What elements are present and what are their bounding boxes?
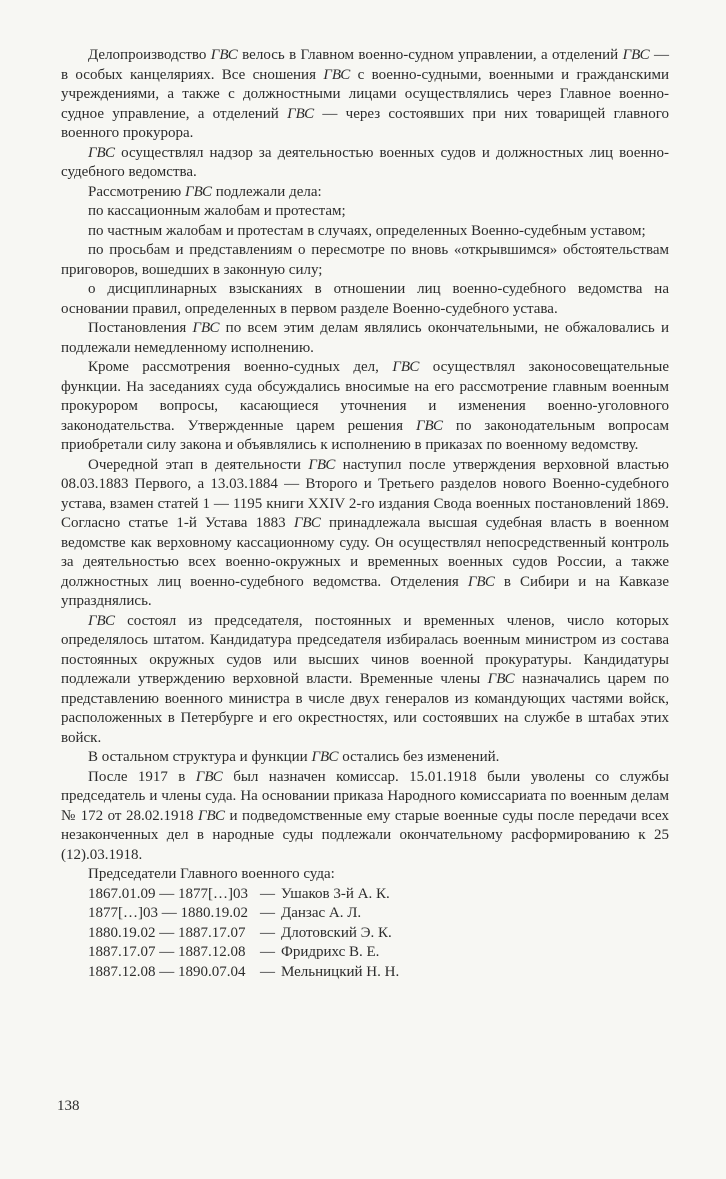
abbr-gvs-italic: ГВС	[287, 105, 315, 122]
abbr-gvs-italic: ГВС	[392, 359, 420, 375]
text-run: наступил после утверждения верховной властью 08.03.1883 Первого, а 13.03.1884 — Второго и Третьего разделов нового Военно-судебного устава, взамен статей 1 — 1195 книги XXIV 2-го издания Свода военных постановлений 1869. Согласно статье 1-й Устава 1883	[61, 456, 670, 531]
text-run: в Сибири и на Кавказе упразднялись.	[61, 573, 669, 609]
list-item-review-requests	[61, 241, 669, 280]
abbr-gvs-italic: ГВС	[308, 456, 336, 473]
abbr-gvs-italic: ГВС	[487, 671, 515, 687]
chairman-entry	[88, 885, 669, 905]
chairman-entry	[88, 943, 669, 963]
text-run: Постановления	[88, 320, 193, 336]
chairman-tenure: 1887.17.07 — 1887.12.08	[88, 944, 246, 960]
text-run: принадлежала высшая судебная власть в военном ведомстве как верховному кассационному суду. Он осуществлял непосредственный контроль за деятельностью всех военно-окружных и временных военных судов России, а также должностных лиц военно-судебного ведомства. Отделения	[61, 515, 669, 590]
chairman-tenure: 1880.19.02 — 1887.17.07	[88, 924, 246, 941]
chairman-name: Длотовский Э. К.	[281, 924, 392, 941]
abbr-gvs-italic: ГВС	[185, 183, 213, 200]
abbr-gvs-italic: ГВС	[195, 768, 223, 785]
chairman-tenure: 1867.01.09 — 1877[…]03	[88, 885, 248, 902]
abbr-gvs-italic: ГВС	[192, 320, 220, 336]
chairman-entry	[88, 963, 669, 983]
text-run: осуществлял надзор за деятельностью военных судов и должностных лиц военно-судебного ведомства.	[61, 144, 669, 180]
text-run: Кроме рассмотрения военно-судных дел,	[88, 359, 393, 375]
paragraph-legislative-functions	[61, 358, 669, 456]
text-run: — в особых канцеляриях. Все сношения	[61, 47, 669, 83]
paragraph-after-1917	[61, 768, 669, 866]
paragraph-final-rulings	[61, 319, 669, 358]
list-item-disciplinary	[61, 280, 669, 319]
text-run: о дисциплинарных взысканиях в отношении лиц военно-судебного ведомства на основании правил, определенных в первом разделе Военно-судебного устава.	[61, 281, 669, 317]
chairman-tenure: 1887.12.08 — 1890.07.04	[88, 963, 246, 980]
paragraph-oversight	[61, 144, 669, 183]
list-item-cassation	[61, 202, 669, 222]
text-run: остались без изменений.	[338, 749, 500, 765]
chairmen-heading	[61, 865, 669, 885]
paragraph-cases-intro	[61, 183, 669, 203]
abbr-gvs-italic: ГВС	[323, 66, 351, 83]
abbr-gvs-italic: ГВС	[415, 417, 443, 434]
text-run: по просьбам и представлениям о пересмотре по вновь «открывшимся» обстоятельствам приговоров, вошедших в законную силу;	[61, 242, 669, 278]
dash-separator: —	[260, 905, 275, 921]
text-run: Очередной этап в деятельности	[88, 456, 309, 473]
text-run: В остальном структура и функции	[88, 749, 312, 765]
text-run: После 1917 в	[88, 768, 196, 785]
text-run: по законодательным вопросам приобретали силу закона и объявлялись к исполнению в приказах по военному ведомству.	[61, 417, 669, 453]
text-run: Делопроизводство	[88, 47, 211, 63]
text-run: подлежали дела:	[212, 183, 322, 200]
text-run: был назначен комиссар. 15.01.1918 были уволены со службы председатель и члены суда. На основании приказа Народного комиссариата по военным делам № 172 от 28.02.1918	[61, 768, 669, 824]
abbr-gvs-italic: ГВС	[467, 573, 495, 590]
chairman-tenure: 1877[…]03 — 1880.19.02	[88, 905, 248, 921]
chairman-name: Фридрихс В. Е.	[281, 944, 380, 960]
chairman-name: Мельницкий Н. Н.	[281, 963, 400, 980]
chairman-name: Данзас А. Л.	[281, 905, 362, 921]
text-run: по кассационным жалобам и протестам;	[88, 203, 346, 219]
page-number: 138	[57, 1098, 80, 1114]
text-run: с военно-судными, военными и гражданскими учреждениями, а также с должностными лицами осуществлялись через Главное военно-судное управление, а отделений	[61, 66, 669, 122]
paragraph-recordkeeping	[61, 46, 669, 144]
dash-separator: —	[260, 963, 275, 980]
text-run: по всем этим делам являлись окончательными, не обжаловались и подлежали немедленному исполнению.	[61, 320, 669, 356]
abbr-gvs-italic: ГВС	[210, 47, 238, 63]
chairman-name: Ушаков 3-й А. К.	[281, 885, 390, 902]
chairman-entry	[88, 904, 669, 924]
chairman-entry	[88, 924, 669, 944]
dash-separator: —	[260, 924, 275, 941]
abbr-gvs-italic: ГВС	[88, 612, 115, 629]
text-run: и подведомственные ему старые военные суды после передачи всех незаконченных дел в народные суды подлежали окончательному расформированию к 25 (12).03.1918.	[61, 807, 670, 863]
paragraph-1883-stage	[61, 456, 669, 612]
text-run: — через состоявших при них товарищей главного военного прокурора.	[61, 105, 669, 141]
paragraphs	[61, 46, 669, 885]
text-run: Председатели Главного военного суда:	[88, 866, 335, 882]
text-run: по частным жалобам и протестам в случаях, определенных Военно-судебным уставом;	[88, 222, 646, 239]
paragraph-unchanged	[61, 748, 669, 768]
text-run: Рассмотрению	[88, 183, 186, 200]
dash-separator: —	[260, 885, 275, 902]
abbr-gvs-italic: ГВС	[311, 749, 339, 765]
text-run: велось в Главном военно-судном управлении, а отделений	[237, 47, 623, 63]
text-run: осуществлял законосовещательные функции. На заседаниях суда обсуждались вносимые на его рассмотрение главным военным прокурором вопросы, касающиеся уточнения и изменения военно-уголовного законодательства. Утвержденные царем решения	[61, 359, 669, 434]
list-item-private-complaints	[61, 222, 669, 242]
abbr-gvs-italic: ГВС	[198, 807, 225, 824]
text-block	[61, 46, 669, 982]
chairmen-list	[61, 885, 669, 983]
abbr-gvs-italic: ГВС	[293, 515, 321, 531]
abbr-gvs-italic: ГВС	[88, 144, 115, 161]
text-run: состоял из председателя, постоянных и временных членов, число которых определялось штатом. Кандидатура председателя избиралась военным министром из состава постоянных окружных судов или высших чинов военной прокуратуры. Кандидатуры подлежали утверждению верховной власти. Временные члены	[61, 612, 669, 687]
text-run: назначались царем по представлению военного министра в числе двух генералов из командующих частями войск, расположенных в Петербурге и его окрестностях, или состоявших на службе в штабах этих войск.	[61, 671, 669, 746]
paragraph-composition	[61, 612, 669, 749]
dash-separator: —	[260, 944, 275, 960]
abbr-gvs-italic: ГВС	[622, 47, 650, 63]
